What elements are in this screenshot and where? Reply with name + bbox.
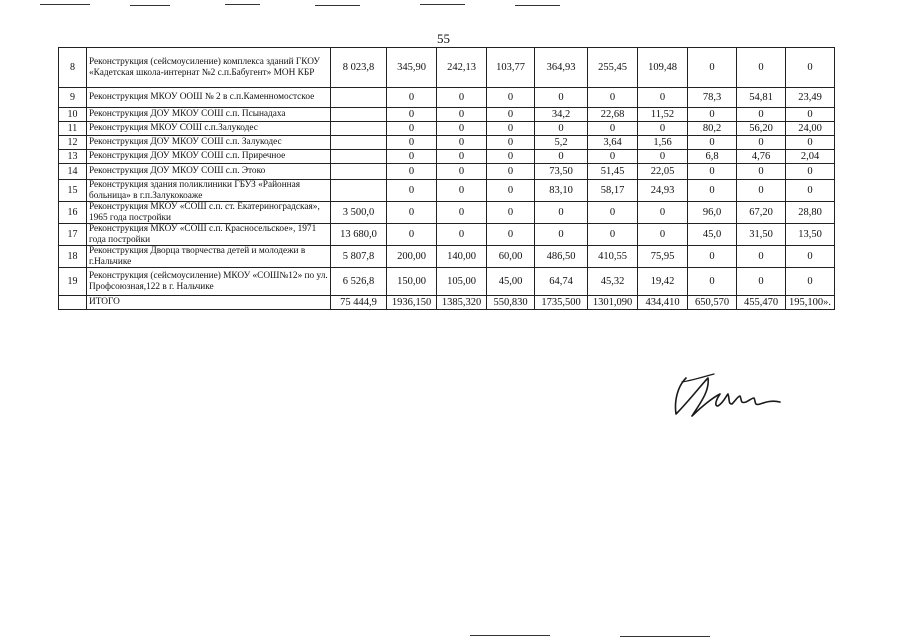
value-cell: 54,81 bbox=[737, 88, 786, 108]
value-cell: 140,00 bbox=[437, 246, 487, 268]
value-cell bbox=[331, 88, 387, 108]
scan-artifact-line bbox=[515, 5, 560, 6]
scan-artifact-line bbox=[620, 636, 710, 637]
value-cell: 455,470 bbox=[737, 296, 786, 310]
value-cell: 22,68 bbox=[588, 108, 638, 122]
value-cell bbox=[331, 136, 387, 150]
table-row bbox=[59, 202, 835, 224]
value-cell: 0 bbox=[588, 122, 638, 136]
value-cell: 0 bbox=[387, 88, 437, 108]
value-cell: 28,80 bbox=[786, 202, 835, 224]
value-cell: 1,56 bbox=[638, 136, 688, 150]
value-cell: 3,64 bbox=[588, 136, 638, 150]
value-cell: 78,3 bbox=[688, 88, 737, 108]
value-cell: 11,52 bbox=[638, 108, 688, 122]
value-cell: 0 bbox=[387, 108, 437, 122]
value-cell: 0 bbox=[786, 136, 835, 150]
value-cell: 1735,500 bbox=[535, 296, 588, 310]
signature bbox=[668, 372, 788, 422]
project-name: Реконструкция МКОУ «СОШ с.п. ст. Екатериноградская», 1965 года постройки bbox=[87, 202, 331, 224]
value-cell: 2,04 bbox=[786, 150, 835, 164]
value-cell: 0 bbox=[437, 136, 487, 150]
project-name: Реконструкция здания поликлиники ГБУЗ «Районная больница» в г.п.Залукокоаже bbox=[87, 180, 331, 202]
value-cell: 56,20 bbox=[737, 122, 786, 136]
value-cell: 96,0 bbox=[688, 202, 737, 224]
value-cell: 75 444,9 bbox=[331, 296, 387, 310]
project-name: Реконструкция МКОУ «СОШ с.п. Красносельское», 1971 года постройки bbox=[87, 224, 331, 246]
value-cell: 0 bbox=[487, 224, 535, 246]
table-row bbox=[59, 180, 835, 202]
row-number: 14 bbox=[59, 164, 87, 180]
project-name: Реконструкция (сейсмоусиление) МКОУ «СОШ№12» по ул. Профсоюзная,122 в г. Нальчике bbox=[87, 268, 331, 296]
value-cell: 5 807,8 bbox=[331, 246, 387, 268]
value-cell bbox=[331, 150, 387, 164]
value-cell: 22,05 bbox=[638, 164, 688, 180]
value-cell: 0 bbox=[387, 202, 437, 224]
value-cell: 0 bbox=[688, 108, 737, 122]
value-cell: 0 bbox=[786, 180, 835, 202]
table-row bbox=[59, 88, 835, 108]
value-cell: 0 bbox=[387, 150, 437, 164]
value-cell: 0 bbox=[535, 150, 588, 164]
value-cell: 0 bbox=[487, 202, 535, 224]
value-cell: 550,830 bbox=[487, 296, 535, 310]
scan-artifact-line bbox=[420, 4, 465, 5]
row-number: 19 bbox=[59, 268, 87, 296]
value-cell: 650,570 bbox=[688, 296, 737, 310]
table-row bbox=[59, 224, 835, 246]
value-cell: 0 bbox=[737, 180, 786, 202]
project-name: Реконструкция Дворца творчества детей и молодежи в г.Нальчике bbox=[87, 246, 331, 268]
table-row bbox=[59, 246, 835, 268]
value-cell: 0 bbox=[437, 88, 487, 108]
value-cell: 58,17 bbox=[588, 180, 638, 202]
project-name: Реконструкция ДОУ МКОУ СОШ с.п. Псынадаха bbox=[87, 108, 331, 122]
value-cell: 0 bbox=[487, 136, 535, 150]
value-cell: 0 bbox=[737, 108, 786, 122]
row-number bbox=[59, 296, 87, 310]
value-cell: 0 bbox=[387, 180, 437, 202]
value-cell: 75,95 bbox=[638, 246, 688, 268]
value-cell: 45,32 bbox=[588, 268, 638, 296]
scan-artifact-line bbox=[225, 4, 260, 5]
value-cell: 0 bbox=[638, 88, 688, 108]
row-number: 18 bbox=[59, 246, 87, 268]
value-cell: 103,77 bbox=[487, 48, 535, 88]
row-number: 9 bbox=[59, 88, 87, 108]
project-name: ИТОГО bbox=[87, 296, 331, 310]
value-cell: 105,00 bbox=[437, 268, 487, 296]
value-cell: 0 bbox=[638, 224, 688, 246]
project-name: Реконструкция (сейсмоусиление) комплекса зданий ГКОУ «Кадетская школа-интернат №2 с.п.Бабугент» МОН КБР bbox=[87, 48, 331, 88]
row-number: 17 bbox=[59, 224, 87, 246]
value-cell bbox=[331, 108, 387, 122]
value-cell: 109,48 bbox=[638, 48, 688, 88]
value-cell: 1301,090 bbox=[588, 296, 638, 310]
value-cell: 0 bbox=[786, 164, 835, 180]
row-number: 16 bbox=[59, 202, 87, 224]
value-cell: 0 bbox=[786, 48, 835, 88]
value-cell: 31,50 bbox=[737, 224, 786, 246]
value-cell: 0 bbox=[535, 224, 588, 246]
table-row bbox=[59, 122, 835, 136]
value-cell: 3 500,0 bbox=[331, 202, 387, 224]
value-cell bbox=[331, 122, 387, 136]
value-cell: 45,00 bbox=[487, 268, 535, 296]
value-cell: 24,93 bbox=[638, 180, 688, 202]
value-cell: 0 bbox=[638, 202, 688, 224]
value-cell: 345,90 bbox=[387, 48, 437, 88]
value-cell: 60,00 bbox=[487, 246, 535, 268]
table-row bbox=[59, 268, 835, 296]
value-cell: 0 bbox=[387, 224, 437, 246]
value-cell: 4,76 bbox=[737, 150, 786, 164]
value-cell: 5,2 bbox=[535, 136, 588, 150]
scan-artifact-line bbox=[130, 5, 170, 6]
value-cell: 0 bbox=[387, 164, 437, 180]
value-cell: 0 bbox=[535, 202, 588, 224]
value-cell: 51,45 bbox=[588, 164, 638, 180]
table-row bbox=[59, 164, 835, 180]
value-cell bbox=[331, 180, 387, 202]
value-cell: 0 bbox=[588, 224, 638, 246]
value-cell: 0 bbox=[487, 108, 535, 122]
value-cell: 150,00 bbox=[387, 268, 437, 296]
value-cell: 0 bbox=[387, 136, 437, 150]
project-name: Реконструкция ДОУ МКОУ СОШ с.п. Этоко bbox=[87, 164, 331, 180]
table-row bbox=[59, 48, 835, 88]
project-name: Реконструкция МКОУ СОШ с.п.Залукодес bbox=[87, 122, 331, 136]
row-number: 15 bbox=[59, 180, 87, 202]
scan-artifact-line bbox=[40, 4, 90, 5]
value-cell: 0 bbox=[737, 164, 786, 180]
page-number: 55 bbox=[437, 31, 450, 46]
row-number: 12 bbox=[59, 136, 87, 150]
value-cell: 80,2 bbox=[688, 122, 737, 136]
value-cell: 0 bbox=[737, 136, 786, 150]
value-cell: 0 bbox=[688, 48, 737, 88]
value-cell: 364,93 bbox=[535, 48, 588, 88]
value-cell: 45,0 bbox=[688, 224, 737, 246]
project-name: Реконструкция МКОУ ООШ № 2 в с.п.Каменномостское bbox=[87, 88, 331, 108]
row-number: 13 bbox=[59, 150, 87, 164]
value-cell: 0 bbox=[535, 88, 588, 108]
value-cell: 0 bbox=[688, 164, 737, 180]
value-cell: 67,20 bbox=[737, 202, 786, 224]
value-cell: 0 bbox=[786, 108, 835, 122]
value-cell: 195,100». bbox=[786, 296, 835, 310]
value-cell: 255,45 bbox=[588, 48, 638, 88]
value-cell: 24,00 bbox=[786, 122, 835, 136]
value-cell: 0 bbox=[387, 122, 437, 136]
value-cell: 0 bbox=[737, 246, 786, 268]
value-cell: 0 bbox=[437, 180, 487, 202]
value-cell: 0 bbox=[688, 246, 737, 268]
value-cell: 13,50 bbox=[786, 224, 835, 246]
row-number: 10 bbox=[59, 108, 87, 122]
value-cell: 0 bbox=[588, 202, 638, 224]
value-cell: 0 bbox=[588, 150, 638, 164]
value-cell: 1936,150 bbox=[387, 296, 437, 310]
value-cell: 6 526,8 bbox=[331, 268, 387, 296]
value-cell: 0 bbox=[437, 108, 487, 122]
value-cell: 23,49 bbox=[786, 88, 835, 108]
table-row bbox=[59, 150, 835, 164]
value-cell: 410,55 bbox=[588, 246, 638, 268]
value-cell: 486,50 bbox=[535, 246, 588, 268]
value-cell: 0 bbox=[737, 268, 786, 296]
value-cell: 0 bbox=[487, 164, 535, 180]
row-number: 8 bbox=[59, 48, 87, 88]
value-cell bbox=[331, 164, 387, 180]
value-cell: 0 bbox=[786, 246, 835, 268]
value-cell: 0 bbox=[487, 122, 535, 136]
value-cell: 0 bbox=[638, 122, 688, 136]
value-cell: 0 bbox=[437, 150, 487, 164]
scan-artifact-line bbox=[315, 5, 360, 6]
value-cell: 83,10 bbox=[535, 180, 588, 202]
value-cell: 73,50 bbox=[535, 164, 588, 180]
value-cell: 242,13 bbox=[437, 48, 487, 88]
table-row bbox=[59, 136, 835, 150]
scan-artifact-line bbox=[470, 635, 550, 636]
value-cell: 64,74 bbox=[535, 268, 588, 296]
value-cell: 13 680,0 bbox=[331, 224, 387, 246]
value-cell: 0 bbox=[638, 150, 688, 164]
value-cell: 0 bbox=[688, 136, 737, 150]
value-cell: 0 bbox=[487, 88, 535, 108]
table-body bbox=[59, 48, 835, 310]
value-cell: 34,2 bbox=[535, 108, 588, 122]
row-number: 11 bbox=[59, 122, 87, 136]
value-cell: 0 bbox=[437, 202, 487, 224]
total-row bbox=[59, 296, 835, 310]
value-cell: 0 bbox=[487, 180, 535, 202]
value-cell: 0 bbox=[588, 88, 638, 108]
project-name: Реконструкция ДОУ МКОУ СОШ с.п. Приречное bbox=[87, 150, 331, 164]
value-cell: 0 bbox=[688, 180, 737, 202]
table-row bbox=[59, 108, 835, 122]
value-cell: 0 bbox=[437, 122, 487, 136]
value-cell: 1385,320 bbox=[437, 296, 487, 310]
value-cell: 0 bbox=[688, 268, 737, 296]
value-cell: 200,00 bbox=[387, 246, 437, 268]
value-cell: 0 bbox=[437, 224, 487, 246]
project-name: Реконструкция ДОУ МКОУ СОШ с.п. Залукодес bbox=[87, 136, 331, 150]
data-table bbox=[58, 47, 835, 310]
value-cell: 6,8 bbox=[688, 150, 737, 164]
value-cell: 8 023,8 bbox=[331, 48, 387, 88]
value-cell: 19,42 bbox=[638, 268, 688, 296]
value-cell: 0 bbox=[487, 150, 535, 164]
value-cell: 434,410 bbox=[638, 296, 688, 310]
value-cell: 0 bbox=[786, 268, 835, 296]
value-cell: 0 bbox=[737, 48, 786, 88]
value-cell: 0 bbox=[437, 164, 487, 180]
value-cell: 0 bbox=[535, 122, 588, 136]
